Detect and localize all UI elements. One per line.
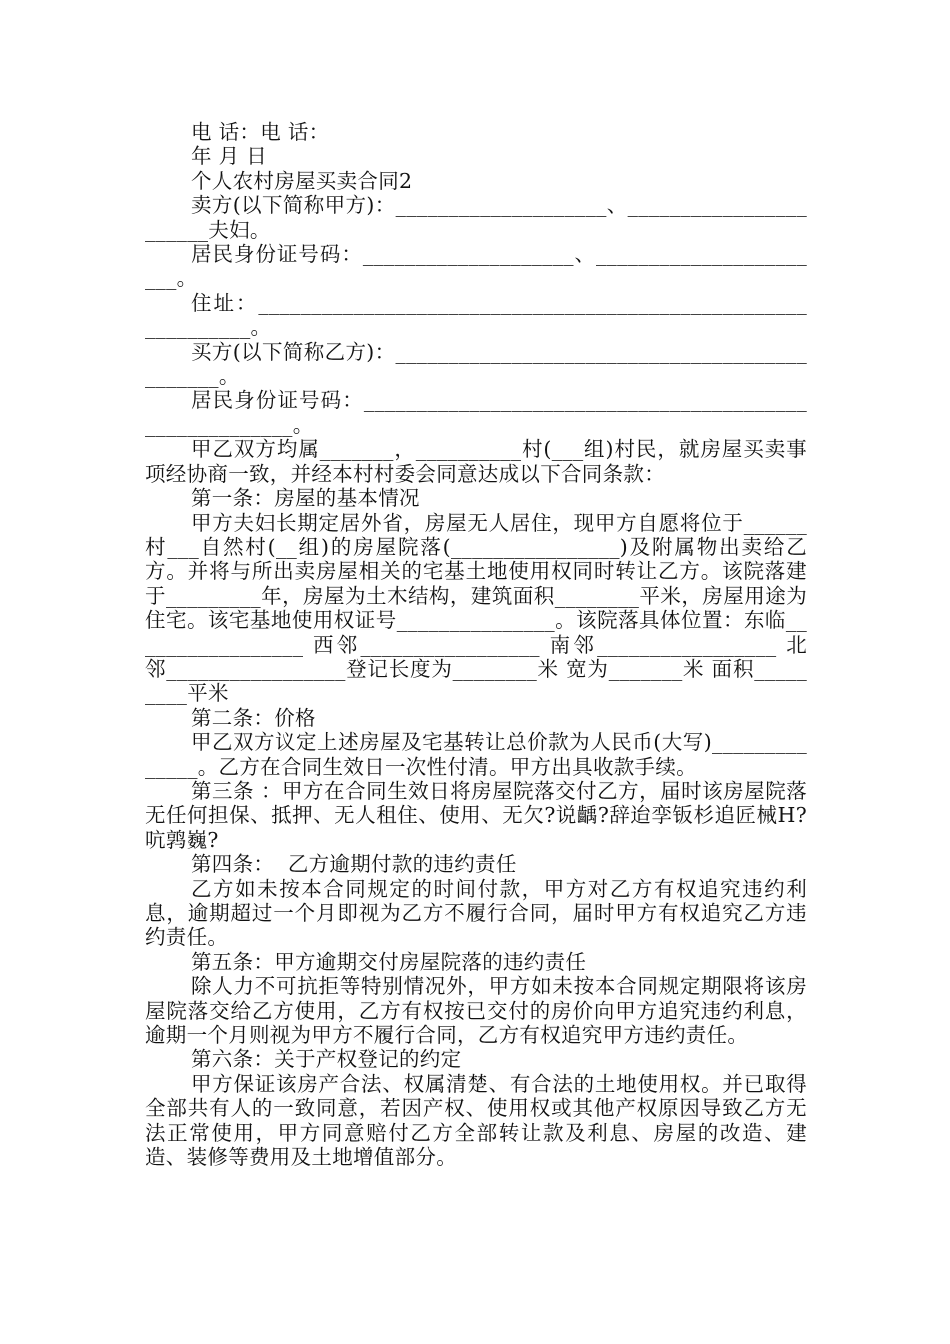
article-6-title: 第六条：关于产权登记的约定 — [191, 1047, 462, 1072]
article-5-title: 第五条：甲方逾期交付房屋院落的违约责任 — [191, 949, 587, 974]
article-1-title: 第一条：房屋的基本情况 — [191, 486, 420, 511]
article-4-body: 乙方如未按本合同规定的时间付款，甲方对乙方有权追究违约利息，逾期超过一个月即视为乙方不履行合同，届时甲方有权追究乙方违约责任。 — [145, 876, 807, 950]
seller-id-line: 居民身份证号码：____________________、_______________________。 — [145, 242, 807, 291]
article-6-body: 甲方保证该房产合法、权属清楚、有合法的土地使用权。并已取得全部共有人的一致同意，若因产权、使用权或其他产权原因导致乙方无法正常使用，甲方同意赔付乙方全部转让款及利息、房屋的改造、建造、装修等费用及土地增值部分。 — [145, 1071, 807, 1170]
buyer-id-line: 居民身份证号码：________________________________________________________。 — [145, 388, 807, 437]
buyer-line: 买方(以下简称乙方)：______________________________________________。 — [145, 339, 807, 389]
article-5-body: 除人力不可抗拒等特别情况外，甲方如未按本合同规定期限将该房屋院落交给乙方使用，乙方有权按已交付的房价向甲方追究违约利息，逾期一个月则视为甲方不履行合同，乙方有权追究甲方违约责任。 — [145, 974, 807, 1048]
phone-line: 电 话：电 话： — [191, 120, 330, 144]
article-2-body: 甲乙双方议定上述房屋及宅基转让总价款为人民币(大写)______________。乙方在合同生效日一次性付清。甲方出具收款手续。 — [145, 730, 807, 779]
article-2-title: 第二条：价格 — [191, 705, 316, 730]
article-3: 第三条 ：甲方在合同生效日将房屋院落交付乙方，届时该房屋院落无任何担保、抵押、无人租住、使用、无欠?说齲?辞迨孪钣杉追匠械H?吭鹑巍? — [145, 778, 807, 852]
address-line: 住址：______________________________________________________________。 — [145, 290, 807, 340]
article-1-body: 甲方夫妇长期定居外省，房屋无人居住，现甲方自愿将位于______村___自然村(__组)的房屋院落(________________)及附属物出卖给乙方。并将与所出卖房屋相关的宅基土地使用权同时转让乙方。该院落建于_________年，房屋为土木结构，建筑面积________平米，房屋用途为住宅。该宅基地使用权证号_______________。该院落具体位置：东临_________________ 西邻_________________ 南邻_________________ 北邻_________________登记长度为________米 宽为_______米 面积_________平米 — [145, 510, 807, 706]
document-title: 个人农村房屋买卖合同2 — [191, 168, 413, 193]
seller-line: 卖方(以下简称甲方)：____________________、_______________________夫妇。 — [145, 193, 807, 242]
intro-paragraph: 甲乙双方均属_______，__________村(___组)村民，就房屋买卖事项经协商一致，并经本村村委会同意达成以下合同条款： — [145, 437, 807, 486]
date-line: 年 月 日 — [191, 144, 268, 169]
article-4-title: 第四条： 乙方逾期付款的违约责任 — [191, 852, 517, 877]
document-page — [145, 120, 807, 1169]
